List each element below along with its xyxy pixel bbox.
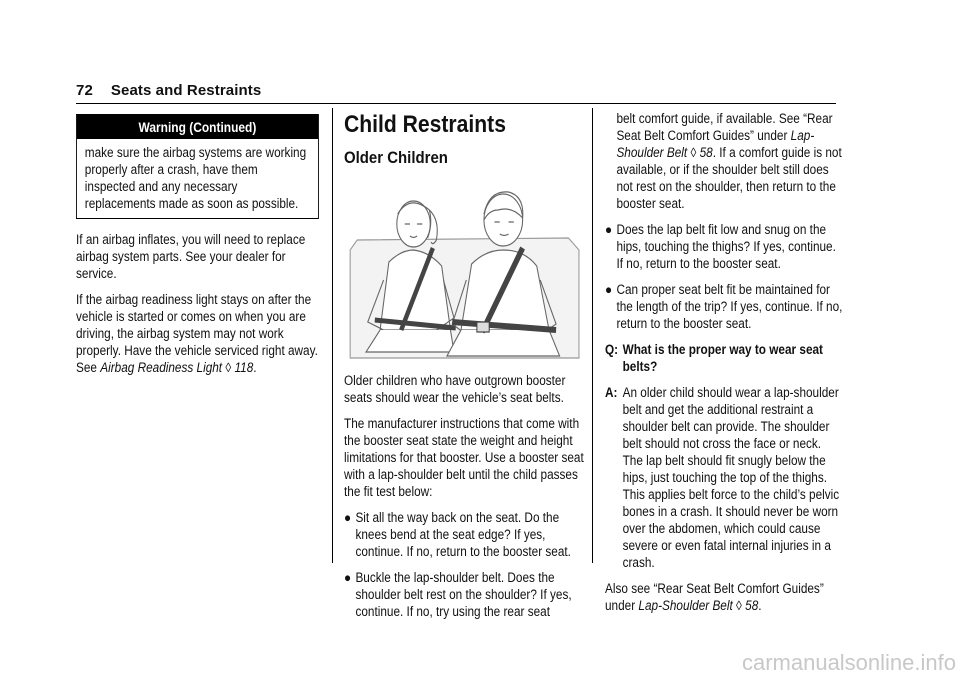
column-2 [344,112,585,629]
also-see-text: Also see “Rear Seat Belt Comfort Guides” under [605,581,824,613]
bullet-text: Sit all the way back on the seat. Do the knees bend at the seat edge? If yes, continue. If no, return to the booster seat. [355,510,571,559]
older-children-seatbelt-illustration [348,180,580,360]
lap-shoulder-belt-link[interactable]: Lap-Shoulder Belt [616,128,815,160]
list-item [605,281,843,332]
bullet-icon: ● [344,510,352,525]
column-3 [605,110,843,623]
answer-text: An older child should wear a lap-shoulder belt and get the additional restraint a shoulder belt can provide. The shoulder belt should not cross the face or neck. The lap belt should fit snugly below the hips, just touching the top of the thighs. This applies belt force to the child’s pelvic bones in a crash. It should never be worn over the abdomen, which could cause severe or even fatal internal injuries in a crash. [622,385,840,570]
readiness-text: If the airbag readiness light stays on after the vehicle is started or comes on when you are driving, the airbag system may not work properly. Have the vehicle serviced right away. See [76,292,318,375]
answer [605,384,843,571]
readiness-light-paragraph [76,291,319,376]
also-see-paragraph [605,580,843,614]
older-children-intro: Older children who have outgrown booster seats should wear the vehicle’s seat belts. [344,373,566,405]
answer-label: A: [605,385,618,400]
lap-shoulder-belt-page-ref[interactable]: 58 [699,145,713,160]
bullet-text: Can proper seat belt fit be maintained for the length of the trip? If yes, continue. If no, return to the booster seat. [616,282,843,331]
question-text: What is the proper way to wear seat belts? [622,342,823,374]
airbag-readiness-link[interactable]: Airbag Readiness Light [100,360,223,375]
airbag-inflate-paragraph: If an airbag inflates, you will need to replace airbag system parts. See your dealer for service. [76,232,306,281]
column-divider-left [332,108,333,563]
chapter-title: Child Restraints [344,111,506,138]
fit-test-list [344,509,585,620]
page-header [76,82,261,99]
cont-text-a: belt comfort guide, if available. See “Rear Seat Belt Comfort Guides” under [616,111,833,143]
warning-body: make sure the airbag systems are working properly after a crash, have them inspected and any necessary replacements made as soon as possible. [84,145,307,211]
bullet-icon: ● [605,222,613,237]
period: . [758,598,762,613]
continued-bullet-text [605,110,843,212]
question [605,341,843,375]
page-ref-arrow-icon: ◊ [736,598,742,613]
page-ref-arrow-icon: ◊ [225,360,232,375]
column-divider-right [592,108,593,563]
bullet-text: Buckle the lap-shoulder belt. Does the shoulder belt rest on the shoulder? If yes, continue. If no, try using the rear seat [355,570,572,619]
period: . [253,360,257,375]
list-item [344,509,585,560]
lap-shoulder-belt-link-2[interactable]: Lap-Shoulder Belt [638,598,733,613]
list-item [605,221,843,272]
watermark: carmanualsonline.info [741,650,956,675]
list-item [344,569,585,620]
bullet-icon: ● [605,282,613,297]
section-title: Seats and Restraints [110,82,262,99]
bullet-icon: ● [344,570,352,585]
section-subtitle: Older Children [344,148,448,167]
page-ref-arrow-icon: ◊ [690,145,697,160]
fit-test-list-continued [605,221,843,332]
column-1 [76,114,319,385]
header-rule [76,103,836,104]
page-number: 72 [76,82,93,99]
airbag-readiness-page-ref[interactable]: 118 [234,360,254,375]
bullet-text: Does the lap belt fit low and snug on the hips, touching the thighs? If yes, continue. If no, return to the booster seat. [616,222,836,271]
question-label: Q: [605,342,619,357]
warning-box [76,114,319,219]
booster-instructions-paragraph: The manufacturer instructions that come with the booster seat state the weight and height limitations for that booster. Use a booster seat with a lap-shoulder belt until the child passes the fit test below: [344,416,584,499]
cont-text-b: . If a comfort guide is not available, or if the shoulder belt still does not rest on the shoulder, then return to the booster seat. [616,145,842,211]
lap-shoulder-belt-page-ref-2[interactable]: 58 [745,598,759,613]
warning-title: Warning (Continued) [77,115,318,139]
